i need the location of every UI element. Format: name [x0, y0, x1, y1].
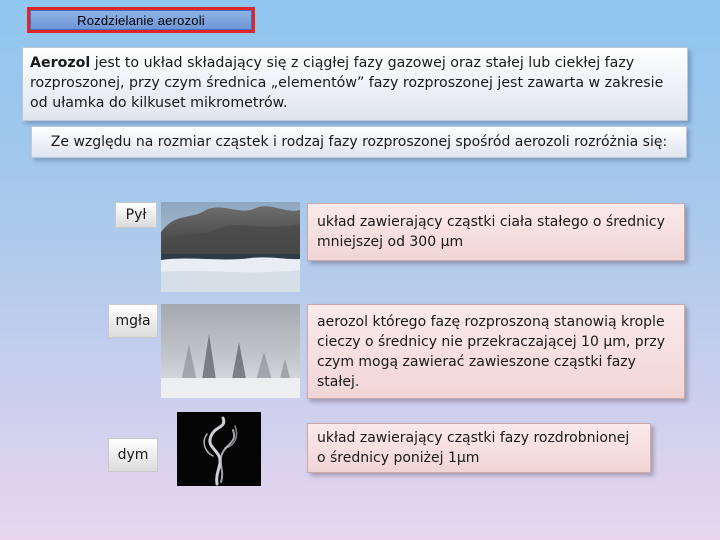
type-description-pyl: układ zawierający cząstki ciała stałego o średnicy mniejszej od 300 µm [307, 203, 685, 261]
volcanic-ash-cloud-photo [161, 202, 300, 292]
definition-text: jest to układ składający się z ciągłej fazy gazowej oraz stałej lub ciekłej fazy rozproszonej, przy czym średnica „elementów” fazy rozproszonej jest zawarta w zakresie od ułamka do kilkuset mikrometrów. [30, 55, 664, 111]
definition-box [22, 47, 688, 121]
definition-term: Aerozol [30, 55, 91, 71]
type-label-mgla: mgła [108, 304, 158, 338]
intro-text: Ze względu na rozmiar cząstek i rodzaj fazy rozproszonej spośród aerozoli rozróżnia się: [31, 126, 687, 158]
type-description-mgla: aerozol którego fazę rozproszoną stanowią krople cieczy o średnicy nie przekraczającej 10 µm, przy czym mogą zawierać zawieszone cząstki fazy stałej. [307, 304, 685, 399]
type-label-pyl: Pył [115, 202, 157, 228]
slide-title-box [27, 7, 255, 33]
slide-title: Rozdzielanie aerozoli [31, 11, 251, 29]
foggy-winter-forest-photo [161, 304, 300, 398]
type-description-dym: układ zawierający cząstki fazy rozdrobnionej o średnicy poniżej 1µm [307, 423, 651, 473]
smoke-wisp-photo [177, 412, 261, 486]
type-label-dym: dym [108, 438, 158, 472]
